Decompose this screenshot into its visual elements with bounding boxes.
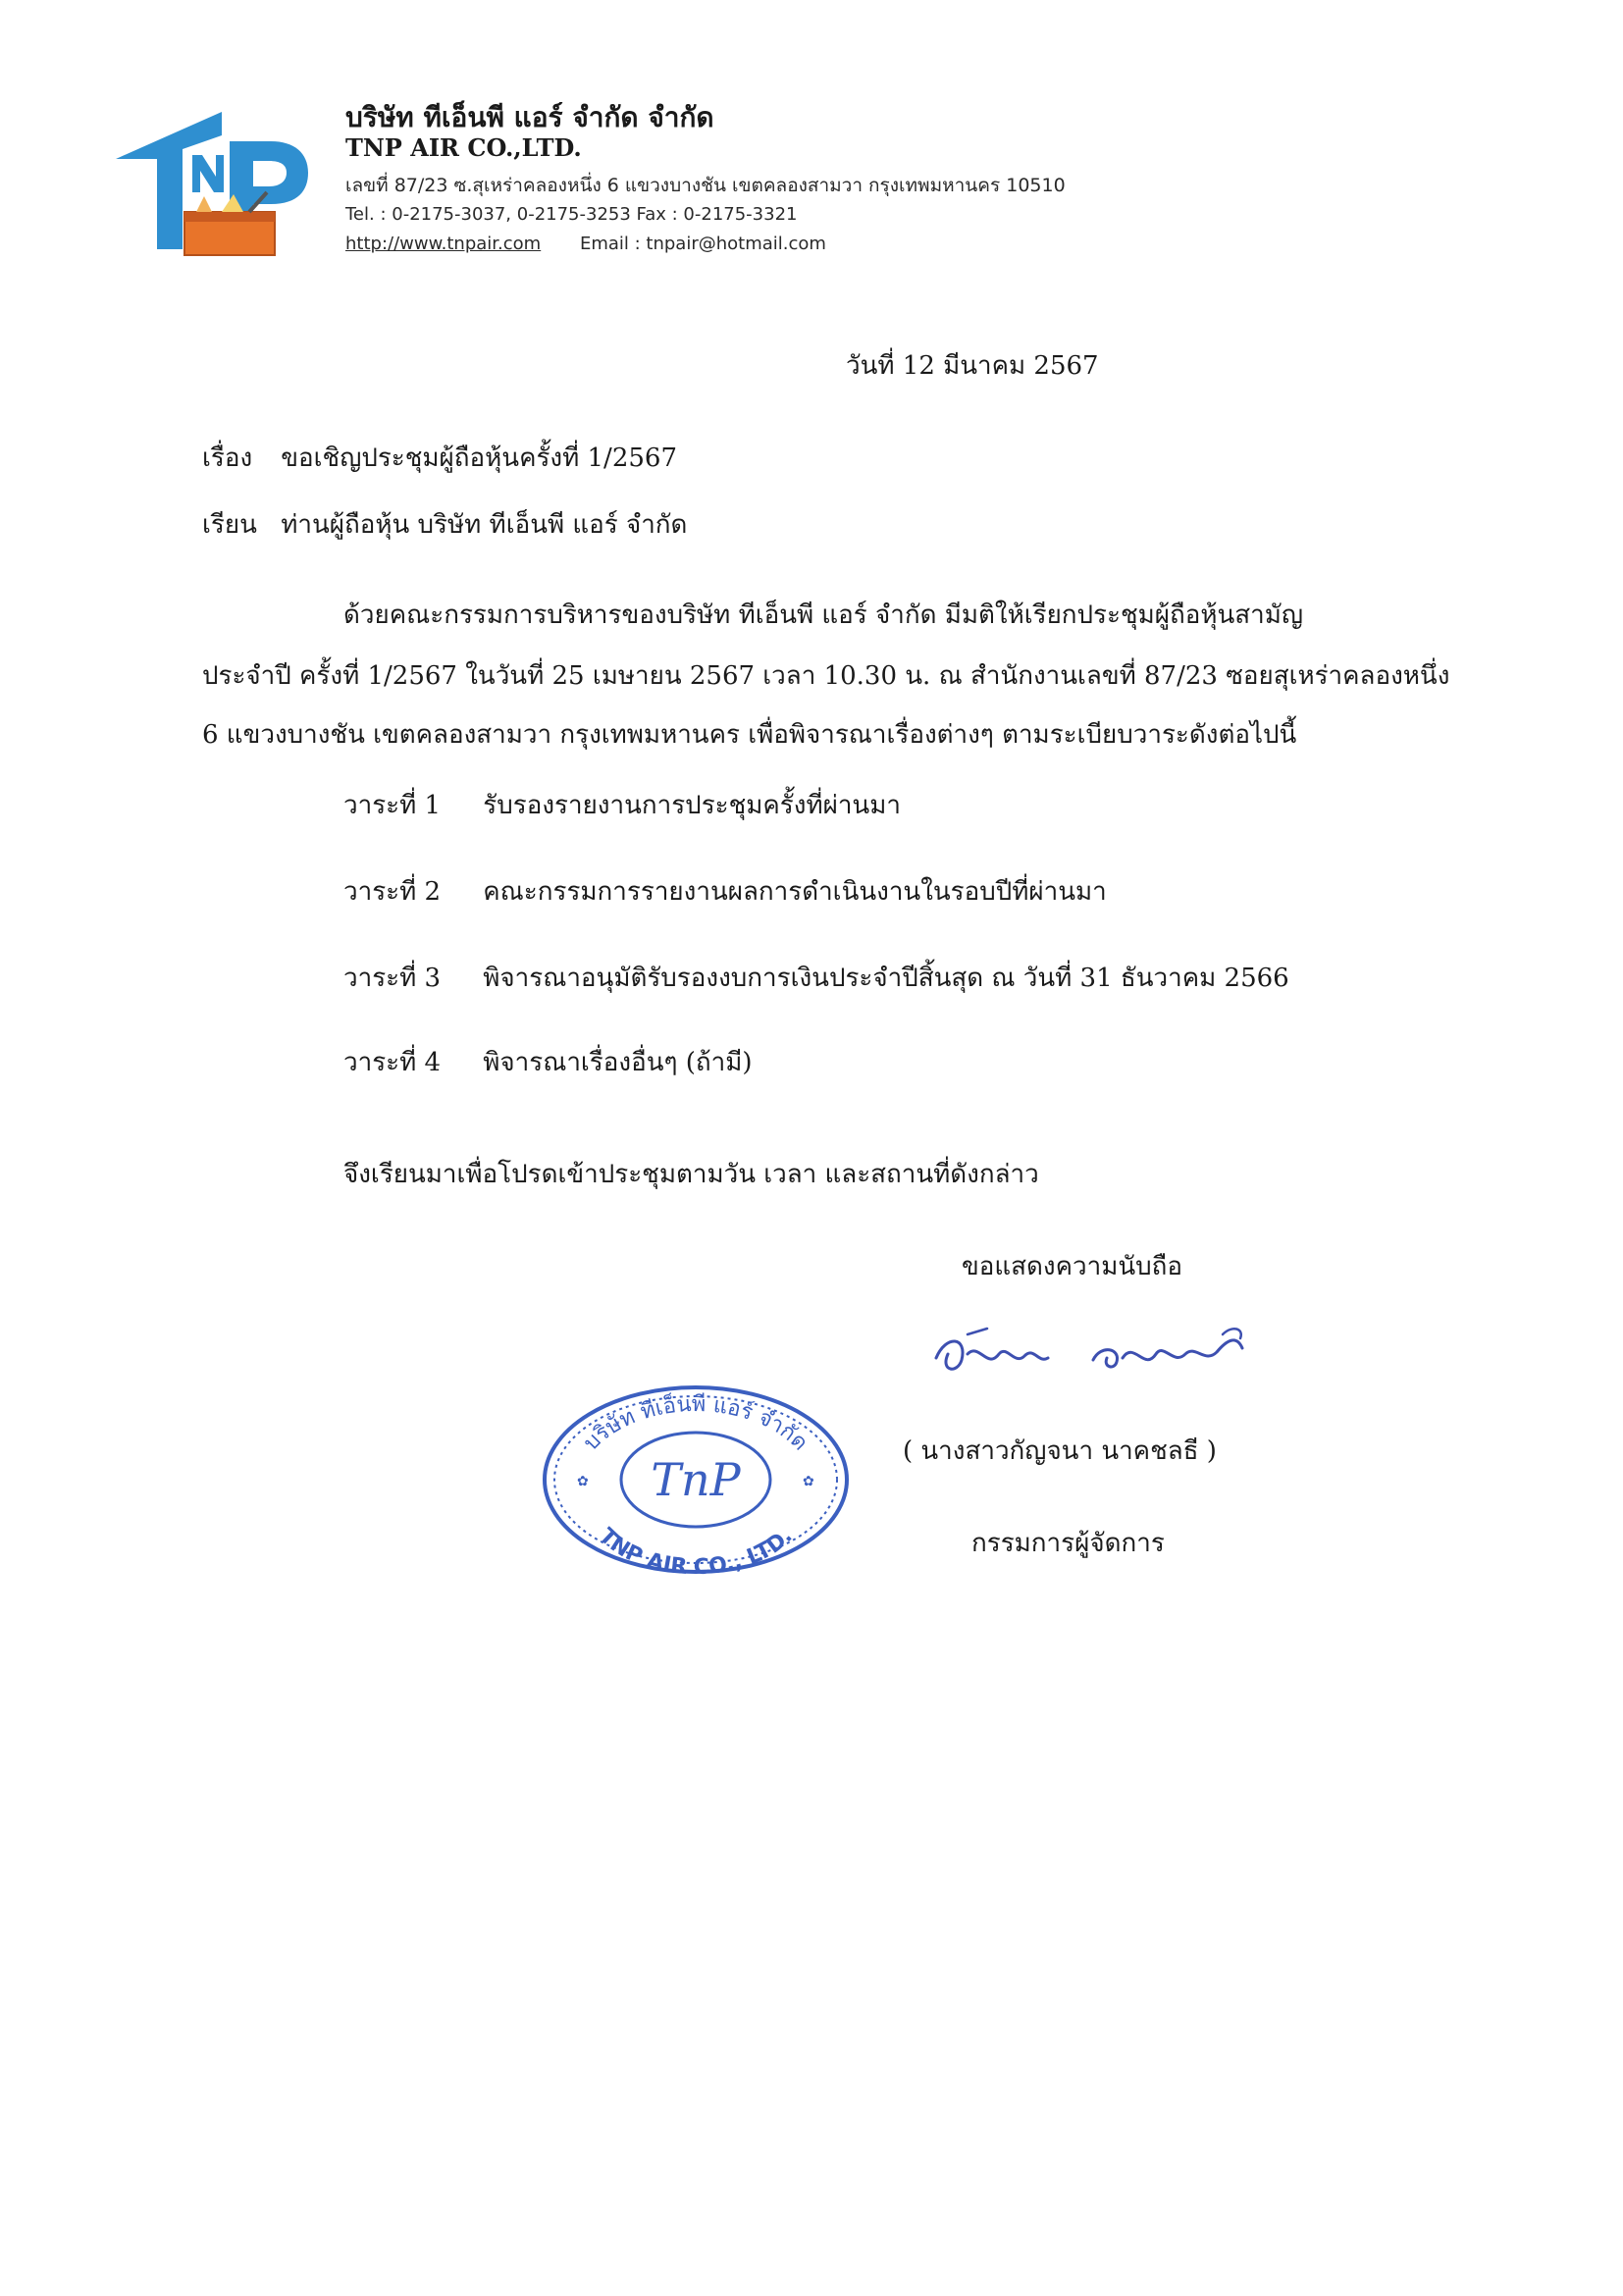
body-paragraph-line-3: 6 แขวงบางชัน เขตคลองสามวา กรุงเทพมหานคร เพื่อพิจารณาเรื่องต่างๆ ตามระเบียบวาระดังต่อไปนี้: [202, 720, 1297, 750]
closing-sentence: จึงเรียนมาเพื่อโปรดเข้าประชุมตามวัน เวลา และสถานที่ดังกล่าว: [343, 1160, 1039, 1189]
svg-text:✿: ✿: [803, 1474, 814, 1489]
company-address: เลขที่ 87/23 ซ.สุเหร่าคลองหนึ่ง 6 แขวงบางชัน เขตคลองสามวา กรุงเทพมหานคร 10510: [345, 175, 1066, 196]
agenda-number: วาระที่ 3: [343, 964, 442, 993]
signer-name: ( นางสาวกัญจนา นาคชลธี ): [903, 1436, 1217, 1466]
body-paragraph-line-1: ด้วยคณะกรรมการบริหารของบริษัท ทีเอ็นพี แอร์ จำกัด มีมติให้เรียกประชุมผู้ถือหุ้นสามัญ: [343, 600, 1304, 630]
seal-center-text: TnP: [651, 1453, 741, 1506]
seal-text-bottom: TNP AIR CO., LTD.: [594, 1524, 798, 1578]
agenda-number: วาระที่ 4: [343, 1048, 442, 1077]
company-name-english: TNP AIR CO.,LTD.: [345, 133, 582, 162]
agenda-text: พิจารณาอนุมัติรับรองงบการเงินประจำปีสิ้นสุด ณ วันที่ 31 ธันวาคม 2566: [483, 964, 1289, 993]
seal-text-top: บริษัท ทีเอ็นพี แอร์ จำกัด: [579, 1391, 812, 1456]
company-email: Email : tnpair@hotmail.com: [579, 234, 826, 254]
agenda-item: [343, 958, 1289, 998]
letter-subject: [202, 438, 677, 478]
svg-text:✿: ✿: [577, 1474, 589, 1489]
body-paragraph-line-2: ประจำปี ครั้งที่ 1/2567 ในวันที่ 25 เมษายน 2567 เวลา 10.30 น. ณ สำนักงานเลขที่ 87/23 ซอยสุเหร่าคลองหนึ่ง: [202, 661, 1450, 691]
subject-text: ขอเชิญประชุมผู้ถือหุ้นครั้งที่ 1/2567: [281, 444, 677, 473]
agenda-text: พิจารณาเรื่องอื่นๆ (ถ้ามี): [483, 1048, 753, 1077]
agenda-text: รับรองรายงานการประชุมครั้งที่ผ่านมา: [483, 791, 901, 820]
recipient-text: ท่านผู้ถือหุ้น บริษัท ทีเอ็นพี แอร์ จำกัด: [281, 510, 688, 540]
regards: ขอแสดงความนับถือ: [962, 1252, 1182, 1281]
website-link[interactable]: http://www.tnpair.com: [345, 234, 542, 254]
agenda-text: คณะกรรมการรายงานผลการดำเนินงานในรอบปีที่ผ่านมา: [483, 877, 1107, 907]
signer-title: กรรมการผู้จัดการ: [971, 1529, 1165, 1558]
agenda-number: วาระที่ 1: [343, 791, 442, 820]
agenda-item: [343, 785, 901, 825]
company-seal: [538, 1382, 854, 1578]
subject-label: เรื่อง: [202, 444, 253, 473]
agenda-number: วาระที่ 2: [343, 877, 442, 907]
letter-recipient: [202, 504, 687, 545]
company-logo: [106, 102, 312, 259]
recipient-label: เรียน: [202, 510, 257, 540]
company-name-thai: บริษัท ทีเอ็นพี แอร์ จำกัด จำกัด: [345, 101, 714, 133]
handwritten-signature: [928, 1315, 1282, 1393]
svg-text:TNP AIR CO., LTD.: [594, 1524, 797, 1578]
agenda-item: [343, 871, 1107, 912]
company-web-row: [345, 234, 826, 254]
agenda-item: [343, 1042, 752, 1082]
company-phone: Tel. : 0-2175-3037, 0-2175-3253 Fax : 0-2175-3321: [345, 204, 798, 225]
letter-date: วันที่ 12 มีนาคม 2567: [846, 351, 1099, 381]
